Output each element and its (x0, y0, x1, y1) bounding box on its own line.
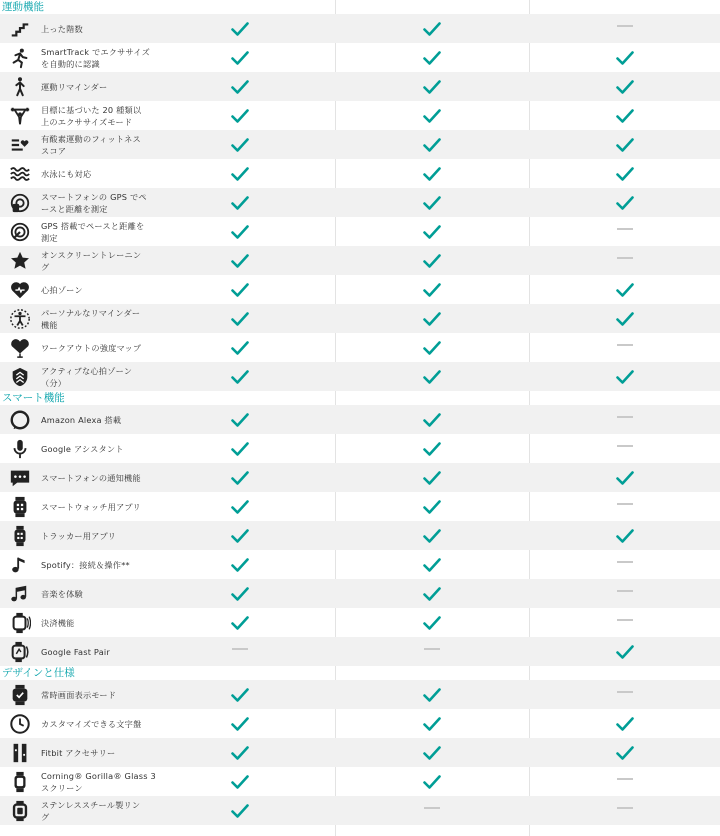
table-row (0, 159, 720, 188)
not-supported-dash-icon (595, 579, 655, 608)
feature-label: スマートフォンの通知機能 (41, 472, 141, 483)
table-row (0, 405, 720, 434)
supported-check-icon (595, 275, 655, 304)
notification-bubble-icon (9, 467, 31, 489)
feature-label: SmartTrack でエクササイズ を自動的に認識 (41, 46, 151, 69)
supported-check-icon (210, 217, 270, 246)
supported-check-icon (402, 130, 462, 159)
feature-label: 決済機能 (41, 617, 75, 628)
heart-zone-icon (9, 279, 31, 301)
gps-icon (9, 221, 31, 243)
supported-check-icon (210, 550, 270, 579)
not-supported-dash-icon (595, 434, 655, 463)
supported-check-icon (402, 43, 462, 72)
not-supported-dash-icon (595, 550, 655, 579)
supported-check-icon (402, 159, 462, 188)
not-supported-dash-icon (595, 217, 655, 246)
supported-check-icon (210, 304, 270, 333)
feature-label: Google アシスタント (41, 443, 124, 454)
supported-check-icon (210, 405, 270, 434)
supported-check-icon (210, 72, 270, 101)
feature-label: スマートフォンの GPS でペ ースと距離を測定 (41, 191, 147, 214)
supported-check-icon (210, 738, 270, 767)
supported-check-icon (595, 304, 655, 333)
supported-check-icon (595, 72, 655, 101)
feature-label: 有酸素運動のフィットネス スコア (41, 133, 141, 156)
section-heading: スマート機能 (2, 392, 65, 404)
feature-cell (0, 72, 230, 101)
supported-check-icon (402, 521, 462, 550)
table-row (0, 130, 720, 159)
supported-check-icon (402, 217, 462, 246)
section-heading: デザインと仕様 (2, 667, 75, 679)
accessories-icon (9, 742, 31, 764)
feature-label: Amazon Alexa 搭載 (41, 414, 122, 425)
feature-cell (0, 130, 230, 159)
supported-check-icon (402, 434, 462, 463)
supported-check-icon (595, 130, 655, 159)
feature-cell (0, 434, 230, 463)
supported-check-icon (210, 521, 270, 550)
supported-check-icon (210, 362, 270, 391)
feature-label: トラッカー用アプリ (41, 530, 116, 541)
feature-cell (0, 738, 230, 767)
supported-check-icon (402, 362, 462, 391)
fast-pair-watch-icon (9, 641, 31, 663)
table-row (0, 43, 720, 72)
supported-check-icon (595, 463, 655, 492)
feature-label: パーソナルなリマインダー 機能 (41, 307, 141, 330)
supported-check-icon (210, 101, 270, 130)
supported-check-icon (210, 246, 270, 275)
music-note-icon (9, 554, 31, 576)
supported-check-icon (210, 275, 270, 304)
supported-check-icon (402, 405, 462, 434)
feature-cell (0, 275, 230, 304)
feature-cell (0, 188, 230, 217)
not-supported-dash-icon (595, 680, 655, 709)
swimming-waves-icon (9, 163, 31, 185)
cardio-fitness-icon (9, 134, 31, 156)
supported-check-icon (402, 709, 462, 738)
supported-check-icon (210, 159, 270, 188)
watch-apps-icon (9, 496, 31, 518)
table-row (0, 246, 720, 275)
feature-label: 目標に基づいた 20 種類以 上のエクササイズモード (41, 104, 142, 127)
feature-label: ワークアウトの強度マップ (41, 342, 142, 353)
section-heading: 運動機能 (2, 1, 44, 13)
supported-check-icon (402, 246, 462, 275)
feature-cell (0, 579, 230, 608)
feature-cell (0, 550, 230, 579)
supported-check-icon (595, 738, 655, 767)
weightlifting-icon (9, 105, 31, 127)
feature-label: ステンレススチール製リン グ (41, 799, 141, 822)
table-row (0, 434, 720, 463)
supported-check-icon (402, 188, 462, 217)
not-supported-dash-icon (402, 796, 462, 825)
supported-check-icon (595, 43, 655, 72)
not-supported-dash-icon (595, 608, 655, 637)
supported-check-icon (210, 608, 270, 637)
supported-check-icon (402, 492, 462, 521)
supported-check-icon (402, 579, 462, 608)
supported-check-icon (402, 333, 462, 362)
supported-check-icon (402, 101, 462, 130)
feature-label: スマートウォッチ用アプリ (41, 501, 141, 512)
not-supported-dash-icon (595, 796, 655, 825)
not-supported-dash-icon (402, 637, 462, 666)
feature-cell (0, 333, 230, 362)
supported-check-icon (402, 304, 462, 333)
feature-cell (0, 796, 230, 825)
table-row (0, 275, 720, 304)
active-zone-minutes-icon (9, 366, 31, 388)
feature-label: 音楽を体験 (41, 588, 83, 599)
table-row (0, 709, 720, 738)
supported-check-icon (595, 709, 655, 738)
not-supported-dash-icon (595, 767, 655, 796)
connected-gps-icon (9, 192, 31, 214)
stainless-ring-icon (9, 800, 31, 822)
table-row (0, 550, 720, 579)
supported-check-icon (595, 188, 655, 217)
feature-label: アクティブな心拍ゾーン （分） (41, 365, 133, 388)
table-row (0, 680, 720, 709)
table-row (0, 72, 720, 101)
clock-face-icon (9, 713, 31, 735)
supported-check-icon (210, 796, 270, 825)
table-row (0, 767, 720, 796)
feature-cell (0, 217, 230, 246)
supported-check-icon (595, 521, 655, 550)
feature-label: 水泳にも対応 (41, 168, 92, 179)
supported-check-icon (210, 14, 270, 43)
not-supported-dash-icon (595, 492, 655, 521)
supported-check-icon (210, 767, 270, 796)
supported-check-icon (402, 608, 462, 637)
supported-check-icon (210, 709, 270, 738)
always-on-display-icon (9, 684, 31, 706)
feature-label: Corning® Gorilla® Glass 3 スクリーン (41, 770, 156, 793)
supported-check-icon (210, 333, 270, 362)
feature-cell (0, 521, 230, 550)
feature-label: 常時画面表示モード (41, 689, 117, 700)
feature-cell (0, 159, 230, 188)
supported-check-icon (595, 637, 655, 666)
feature-cell (0, 246, 230, 275)
not-supported-dash-icon (210, 637, 270, 666)
feature-cell (0, 405, 230, 434)
walking-person-icon (9, 76, 31, 98)
supported-check-icon (402, 680, 462, 709)
table-row (0, 796, 720, 825)
watch-screen-icon (9, 771, 31, 793)
not-supported-dash-icon (595, 405, 655, 434)
table-row (0, 304, 720, 333)
feature-label: 心拍ゾーン (41, 284, 83, 295)
table-row (0, 362, 720, 391)
feature-cell (0, 637, 230, 666)
feature-label: カスタマイズできる文字盤 (41, 718, 142, 729)
table-row (0, 521, 720, 550)
table-row (0, 101, 720, 130)
feature-cell (0, 680, 230, 709)
feature-cell (0, 463, 230, 492)
supported-check-icon (595, 159, 655, 188)
supported-check-icon (402, 738, 462, 767)
supported-check-icon (210, 434, 270, 463)
supported-check-icon (402, 550, 462, 579)
not-supported-dash-icon (595, 246, 655, 275)
supported-check-icon (210, 492, 270, 521)
feature-cell (0, 608, 230, 637)
feature-label: Fitbit アクセサリー (41, 747, 116, 758)
feature-cell (0, 492, 230, 521)
person-reminder-icon (9, 308, 31, 330)
tracker-apps-icon (9, 525, 31, 547)
payment-watch-icon (9, 612, 31, 634)
feature-cell (0, 767, 230, 796)
table-row (0, 637, 720, 666)
running-person-icon (9, 47, 31, 69)
feature-label: 運動リマインダー (41, 81, 108, 92)
feature-label: GPS 搭載でペースと距離を 測定 (41, 220, 145, 243)
table-row (0, 463, 720, 492)
table-row (0, 579, 720, 608)
table-row (0, 738, 720, 767)
feature-cell (0, 43, 230, 72)
microphone-icon (9, 438, 31, 460)
feature-cell (0, 14, 230, 43)
feature-label: 上った階数 (41, 23, 83, 34)
supported-check-icon (210, 680, 270, 709)
feature-label: Spotify：接続＆操作** (41, 559, 130, 570)
supported-check-icon (402, 14, 462, 43)
stairs-icon (9, 18, 31, 40)
feature-cell (0, 709, 230, 738)
supported-check-icon (402, 767, 462, 796)
table-row (0, 14, 720, 43)
supported-check-icon (210, 463, 270, 492)
not-supported-dash-icon (595, 14, 655, 43)
feature-cell (0, 304, 230, 333)
supported-check-icon (595, 101, 655, 130)
supported-check-icon (210, 579, 270, 608)
supported-check-icon (210, 130, 270, 159)
table-row (0, 217, 720, 246)
supported-check-icon (210, 188, 270, 217)
alexa-icon (9, 409, 31, 431)
table-row (0, 188, 720, 217)
supported-check-icon (402, 463, 462, 492)
supported-check-icon (210, 43, 270, 72)
not-supported-dash-icon (595, 333, 655, 362)
table-row (0, 492, 720, 521)
table-row (0, 608, 720, 637)
feature-cell (0, 101, 230, 130)
heart-map-icon (9, 337, 31, 359)
feature-label: オンスクリーントレーニン グ (41, 249, 142, 272)
supported-check-icon (595, 362, 655, 391)
music-notes-icon (9, 583, 31, 605)
feature-cell (0, 362, 230, 391)
supported-check-icon (402, 72, 462, 101)
star-icon (9, 250, 31, 272)
feature-label: Google Fast Pair (41, 646, 110, 657)
table-row (0, 333, 720, 362)
supported-check-icon (402, 275, 462, 304)
